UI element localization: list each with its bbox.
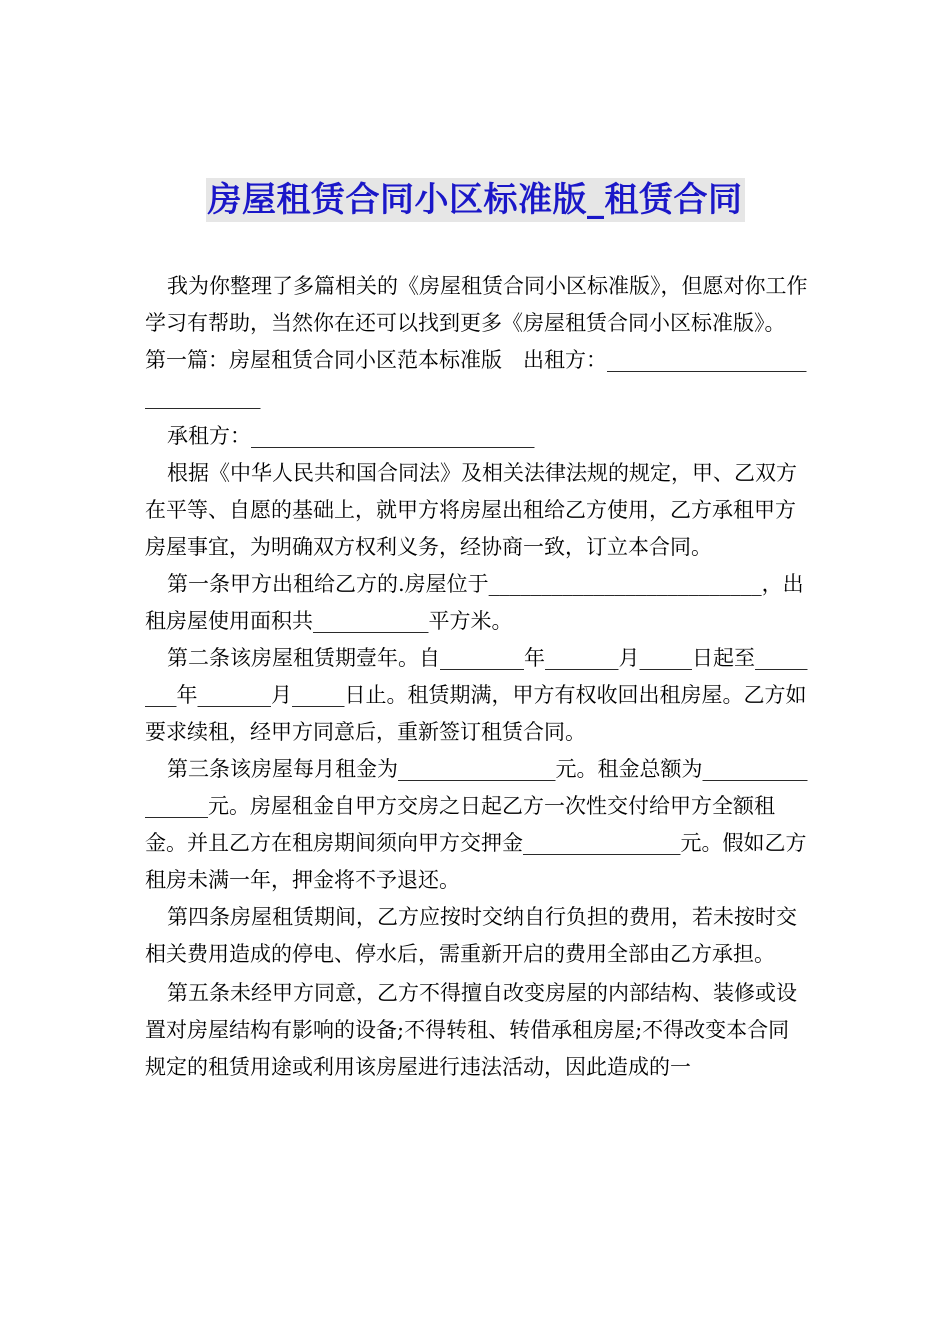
preamble-paragraph: 根据《中华人民共和国合同法》及相关法律法规的规定，甲、乙双方在平等、自愿的基础上，就甲方将房屋出租给乙方使用，乙方承租甲方房屋事宜，为明确双方权利义务，经协商一致，订立本合同。 [145, 461, 797, 559]
intro-paragraph: 我为你整理了多篇相关的《房屋租赁合同小区标准版》，但愿对你工作学习有帮助，当然你在还可以找到更多《房屋租赁合同小区标准版》。 [145, 274, 808, 335]
article-3-paragraph: 第三条该房屋每月租金为_______________元。租金总额为________________元。房屋租金自甲方交房之日起乙方一次性交付给甲方全额租金。并且乙方在租房期间须向甲方交押金_______________元。假如乙方租房未满一年，押金将不予退还。 [145, 757, 808, 892]
article-4-paragraph: 第四条房屋租赁期间，乙方应按时交纳自行负担的费用，若未按时交相关费用造成的停电、停水后，需重新开启的费用全部由乙方承担。 [145, 905, 797, 966]
article-5-paragraph: 第五条未经甲方同意，乙方不得擅自改变房屋的内部结构、装修或设置对房屋结构有影响的设备;不得转租、转借承租房屋;不得改变本合同规定的租赁用途或利用该房屋进行违法活动，因此造成的一 [145, 981, 797, 1079]
lessee-line: 承租方：___________________________ [167, 424, 535, 448]
article-2-paragraph: 第二条该房屋租赁期壹年。自________年_______月_____日起至________年_______月_____日止。租赁期满，甲方有权收回出租房屋。乙方如要求续租，经甲方同意后，重新签订租赁合同。 [145, 646, 808, 744]
section-heading-lessor: 第一篇：房屋租赁合同小区范本标准版 出租方：______________________________ [145, 348, 807, 409]
article-1-paragraph: 第一条甲方出租给乙方的.房屋位于__________________________，出租房屋使用面积共___________平方米。 [145, 572, 804, 633]
document-body [145, 268, 809, 1086]
title-container [0, 178, 950, 222]
document-title: 房屋租赁合同小区标准版_租赁合同 [207, 180, 743, 220]
